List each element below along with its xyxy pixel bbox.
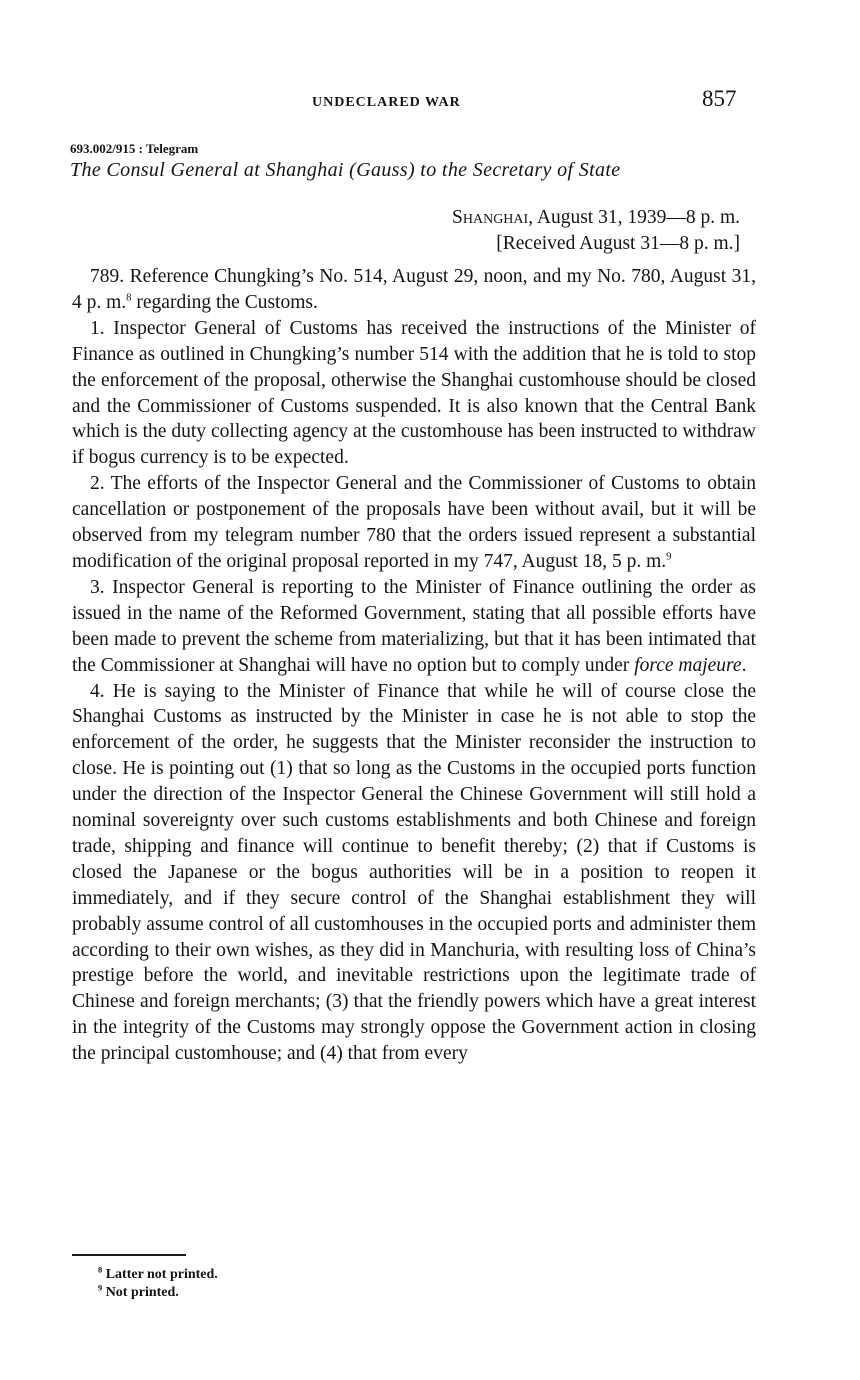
footnote-9	[98, 1284, 218, 1302]
footnote-8-text: Latter not printed.	[105, 1267, 218, 1282]
paragraph-3	[72, 575, 756, 679]
page-number: 857	[702, 86, 737, 111]
paragraph-2-text: 2. The efforts of the Inspector General and the Commissioner of Customs to obtain cancellation or postponement of the proposals have been without avail, but it will be observed from my telegram number 780 that the orders issued represent a substantial modification of the original proposal reported in my 747, August 18, 5 p. m.	[72, 473, 756, 572]
footnote-9-mark: 9	[98, 1283, 103, 1293]
dateline-place: Shanghai	[452, 207, 529, 228]
dateline-place-date	[452, 205, 740, 231]
paragraph-1: 1. Inspector General of Customs has received the instructions of the Minister of Finance as outlined in Chungking’s number 514 with the addition that he is told to stop the enforcement of the proposal, otherwise the Shanghai customhouse should be closed and the Commissioner of Customs suspended. It is also known that the Central Bank which is the duty collecting agency at the customhouse has been instructed to withdraw if bogus currency is to be expected.	[72, 317, 756, 469]
footnote-8	[98, 1266, 218, 1284]
file-reference: 693.002/915 : Telegram	[70, 141, 199, 156]
footnote-ref-9: 9	[666, 550, 672, 563]
running-title: UNDECLARED WAR	[312, 95, 461, 110]
running-header	[0, 86, 860, 124]
document-title: The Consul General at Shanghai (Gauss) to the Secretary of State	[70, 159, 621, 181]
paragraph-4: 4. He is saying to the Minister of Finance that while he will of course close the Shanghai Customs as instructed by the Minister in case he is not able to stop the enforcement of the order, he suggests that the Minister reconsider the instruction to close. He is pointing out (1) that so long as the Customs in the occupied ports function under the direction of the Inspector General the Chinese Government will still hold a nominal sovereignty over such customs establishments and both Chinese and foreign trade, shipping and finance will continue to benefit thereby; (2) that if Customs is closed the Japanese or the bogus authorities will be in a position to reopen it immediately, and if they secure control of the Shanghai establishment they will probably assume control of all customhouses in the occupied ports and administer them according to their own wishes, as they did in Manchuria, with resulting loss of China’s prestige before the world, and inevitable restrictions upon the legitimate trade of Chinese and foreign merchants; (3) that the friendly powers which have a great interest in the integrity of the Customs may strongly oppose the Government action in closing the principal customhouse; and (4) that from every	[72, 680, 756, 1065]
footnote-9-text: Not printed.	[105, 1285, 179, 1300]
footnotes	[98, 1266, 218, 1302]
paragraph-3-italic: force majeure	[634, 654, 742, 676]
received-line: [Received August 31—8 p. m.]	[496, 233, 740, 254]
footnote-divider	[72, 1254, 186, 1256]
paragraph-reference-text: 789. Reference Chungking’s No. 514, August 29, noon, and my No. 780, August 31, 4 p. m.	[72, 266, 756, 313]
dateline	[452, 205, 740, 257]
paragraph-2	[72, 471, 756, 575]
paragraph-3-tail: .	[741, 654, 747, 676]
dateline-date: , August 31, 1939—8 p. m.	[528, 207, 740, 228]
paragraph-3-text: 3. Inspector General is reporting to the Minister of Finance outlining the order as issued in the name of the Reformed Government, stating that all possible efforts have been made to prevent the scheme from materializing, but that it has been intimated that the Commissioner at Shanghai will have no option but to comply under	[72, 576, 756, 676]
paragraph-reference	[72, 264, 756, 316]
telegram-body	[72, 264, 756, 1067]
footnote-ref-8: 8	[126, 291, 132, 304]
footnote-8-mark: 8	[98, 1265, 103, 1275]
paragraph-reference-tail: regarding the Customs.	[131, 291, 318, 313]
